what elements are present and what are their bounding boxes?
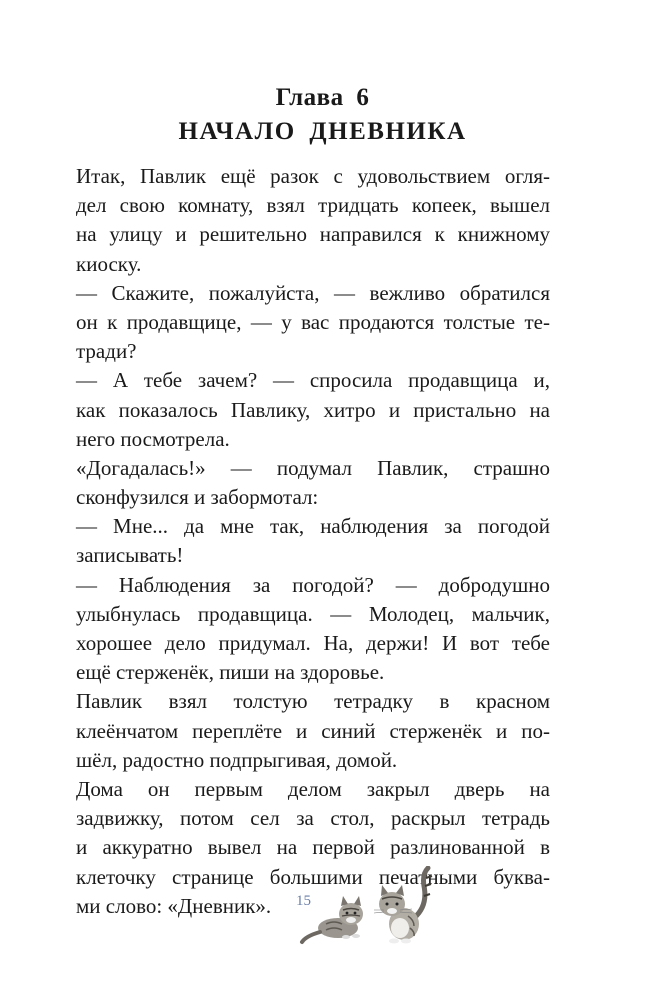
body-text [76,162,550,921]
text-line: — Мне... да мне так, наблюдения за погодой [76,514,550,539]
text-line: ещё стерженёк, пиши на здоровье. [76,660,385,685]
chapter-title: НАЧАЛО ДНЕВНИКА [178,118,467,145]
text-line: клеёнчатом переплёте и синий стерженёк и по- [76,718,550,743]
text-line: сконфузился и забормотал: [76,485,319,510]
text-line: — Скажите, пожалуйста, — вежливо обратился [76,280,550,305]
text-line: шёл, радостно подпрыгивая, домой. [76,747,398,772]
text-line: киоску. [76,251,142,276]
page-number: 15 [296,893,311,909]
text-line: Итак, Павлик ещё разок с удовольствием огля- [76,164,550,188]
text-line: — Наблюдения за погодой? — добродушно [76,572,550,597]
text-line: улыбнулась продавщица. — Молодец, мальчик, [76,601,550,626]
text-line: клеточку странице большими печатными буква- [76,864,550,889]
text-line: Дома он первым делом закрыл дверь на [76,776,550,801]
text-line: на улицу и решительно направился к книжному [76,222,550,247]
text-line: он к продавщице, — у вас продаются толстые те- [76,309,550,334]
text-line: Павлик взял толстую тетрадку в красном [76,689,550,714]
two-cats-illustration [296,866,446,946]
text-line: тради? [76,339,137,364]
text-line: — А тебе зачем? — спросила продавщица и, [76,368,550,393]
chapter-number: Глава 6 [275,84,370,111]
text-line: как показалось Павлику, хитро и пристально на [76,397,550,422]
text-line: хорошее дело придумал. На, держи! И вот тебе [76,631,550,655]
text-line: него посмотрела. [76,426,230,451]
text-line: задвижку, потом сел за стол, раскрыл тетрадь [76,806,550,831]
text-line: ми слово: «Дневник». [76,893,272,918]
text-line: «Догадалась!» — подумал Павлик, страшно [76,455,550,480]
text-line: записывать! [76,543,184,568]
text-line: дел свою комнату, взял тридцать копеек, вышел [76,193,550,218]
right-cat-icon [374,868,432,944]
left-cat-icon [302,896,363,942]
text-line: и аккуратно вывел на первой разлинованной в [76,835,550,860]
